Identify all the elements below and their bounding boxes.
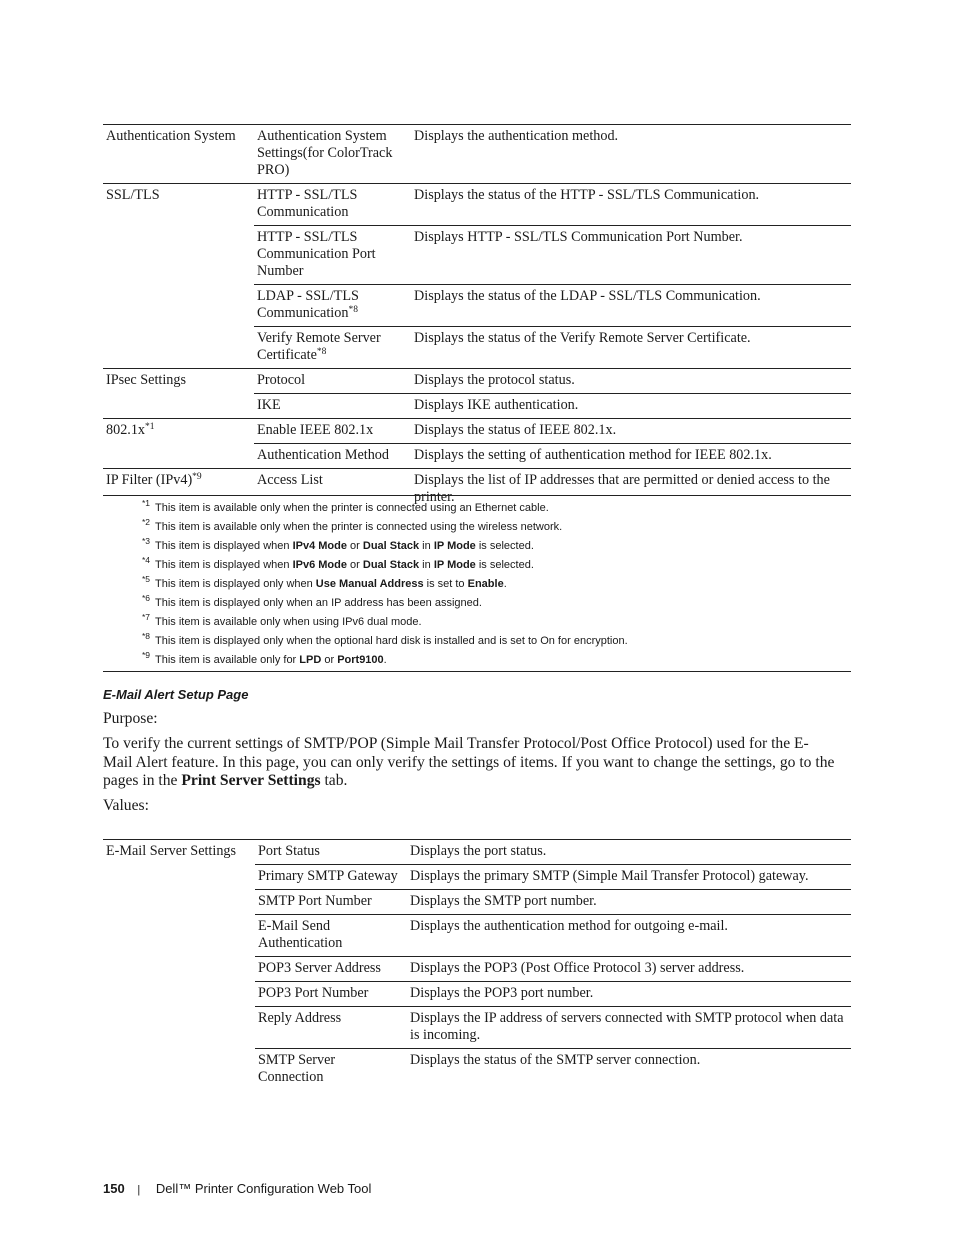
footnote-ref: *8 [316,347,327,357]
table-row [103,394,851,419]
settings-table [103,124,851,510]
footnotes [103,499,851,670]
item-cell: E-Mail Send Authentication [255,915,407,957]
item-cell: SMTP Server Connection [255,1049,407,1091]
footnote-text: This item is displayed only when Use Manual Address is set to Enable. [155,578,507,590]
footnote [103,575,851,594]
description-cell: Displays the status of the Verify Remote Server Certificate. [411,327,851,369]
section-heading: E-Mail Alert Setup Page [103,687,249,702]
table-row [103,444,851,469]
item-cell: POP3 Server Address [255,957,407,982]
purpose-line: To verify the current settings of SMTP/POP (Simple Mail Transfer Protocol/Post Office Protocol) used for the E- [103,735,809,752]
footnote-mark: *4 [141,555,150,565]
footnote [103,537,851,556]
item-cell: Access List [254,469,411,511]
item-cell: Protocol [254,369,411,394]
page-number: 150 [103,1181,125,1196]
table-row [103,184,851,226]
footnote [103,518,851,537]
description-cell: Displays IKE authentication. [411,394,851,419]
footnote-mark: *1 [141,498,150,508]
description-cell: Displays the protocol status. [411,369,851,394]
item-cell: HTTP - SSL/TLS Communication Port Number [254,226,411,285]
table-row [103,419,851,444]
item-cell: Enable IEEE 802.1x [254,419,411,444]
purpose-text [103,735,863,791]
footnote-text: This item is available only when using IPv6 dual mode. [155,616,422,628]
footnote-mark: *7 [141,612,150,622]
footnote-mark: *2 [141,517,150,527]
table-row [103,369,851,394]
purpose-line: pages in the Print Server Settings tab. [103,772,348,789]
item-cell: IKE [254,394,411,419]
description-cell: Displays the port status. [407,840,851,865]
table-row [103,982,851,1007]
footnote-text: This item is displayed when IPv6 Mode or Dual Stack in IP Mode is selected. [155,559,534,571]
description-cell: Displays the setting of authentication method for IEEE 802.1x. [411,444,851,469]
footnote-mark: *6 [141,593,150,603]
footnote-text: This item is available only when the printer is connected using an Ethernet cable. [155,502,549,514]
purpose-line: Mail Alert feature. In this page, you can only verify the settings of items. If you want to change the settings, go to the [103,753,835,771]
table-bottom-rule [103,495,851,496]
item-cell: Port Status [255,840,407,865]
description-cell: Displays the status of the SMTP server connection. [407,1049,851,1091]
table-row [103,865,851,890]
footnote-mark: *9 [141,650,150,660]
description-cell: Displays the IP address of servers connected with SMTP protocol when data is incoming. [407,1007,851,1049]
description-cell: Displays the status of the LDAP - SSL/TLS Communication. [411,285,851,327]
table-row [103,1007,851,1049]
table-row [103,226,851,285]
item-cell: HTTP - SSL/TLS Communication [254,184,411,226]
group-cell: IPsec Settings [103,369,254,394]
email-settings-table [103,839,851,1090]
description-cell: Displays HTTP - SSL/TLS Communication Port Number. [411,226,851,285]
table-row [103,285,851,327]
group-cell: Authentication System [103,125,254,184]
group-cell: SSL/TLS [103,184,254,226]
purpose-label: Purpose: [103,710,158,727]
table-row [103,327,851,369]
table-row [103,125,851,184]
footnote-text: This item is displayed when IPv4 Mode or Dual Stack in IP Mode is selected. [155,540,534,552]
description-cell: Displays the status of the HTTP - SSL/TLS Communication. [411,184,851,226]
footer-separator: | [137,1184,141,1196]
description-cell: Displays the authentication method. [411,125,851,184]
footnote [103,651,851,670]
footer-title: Dell™ Printer Configuration Web Tool [155,1181,372,1196]
group-cell: E-Mail Server Settings [103,840,255,865]
footnote [103,613,851,632]
footnote-text: This item is displayed only when the optional hard disk is installed and is set to On for encryption. [155,635,628,647]
description-cell: Displays the POP3 (Post Office Protocol 3) server address. [407,957,851,982]
description-cell: Displays the list of IP addresses that are permitted or denied access to the printer. [411,469,851,511]
footnote [103,632,851,651]
group-cell: $802.1x^{*1}$ [103,419,254,444]
item-cell: Reply Address [255,1007,407,1049]
description-cell: Displays the primary SMTP (Simple Mail Transfer Protocol) gateway. [407,865,851,890]
item-cell: Authentication System Settings(for ColorTrack PRO) [254,125,411,184]
page-footer [103,1181,371,1196]
footnote-text: This item is available only for LPD or Port9100. [155,654,387,666]
item-cell: Primary SMTP Gateway [255,865,407,890]
footnote [103,499,851,518]
item-cell: LDAP - SSL/TLS Communication$^{*8}$ [254,285,411,327]
description-cell: Displays the authentication method for outgoing e-mail. [407,915,851,957]
item-cell: SMTP Port Number [255,890,407,915]
item-cell: Verify Remote Server Certificate$^{*8}$ [254,327,411,369]
description-cell: Displays the status of IEEE 802.1x. [411,419,851,444]
item-cell: Authentication Method [254,444,411,469]
values-label: Values: [103,797,149,814]
table-row [103,840,851,865]
footnote [103,594,851,613]
footnote-text: This item is displayed only when an IP address has been assigned. [155,597,482,609]
footnote-mark: *5 [141,574,150,584]
footnote-ref: *1 [145,422,155,432]
description-cell: Displays the POP3 port number. [407,982,851,1007]
footnote-ref: *9 [192,472,202,482]
description-cell: Displays the SMTP port number. [407,890,851,915]
item-cell: POP3 Port Number [255,982,407,1007]
footnote-ref: *8 [348,305,358,315]
footnote-text: This item is available only when the printer is connected using the wireless network. [155,521,563,533]
footnotes-bottom-rule [103,671,851,672]
group-cell: IP Filter $(IPv4)^{*9}$ [103,469,254,511]
footnote-mark: *3 [141,536,150,546]
table-row [103,890,851,915]
table-row [103,1049,851,1091]
footnote-mark: *8 [141,631,150,641]
table-row [103,915,851,957]
table-row [103,957,851,982]
footnote [103,556,851,575]
